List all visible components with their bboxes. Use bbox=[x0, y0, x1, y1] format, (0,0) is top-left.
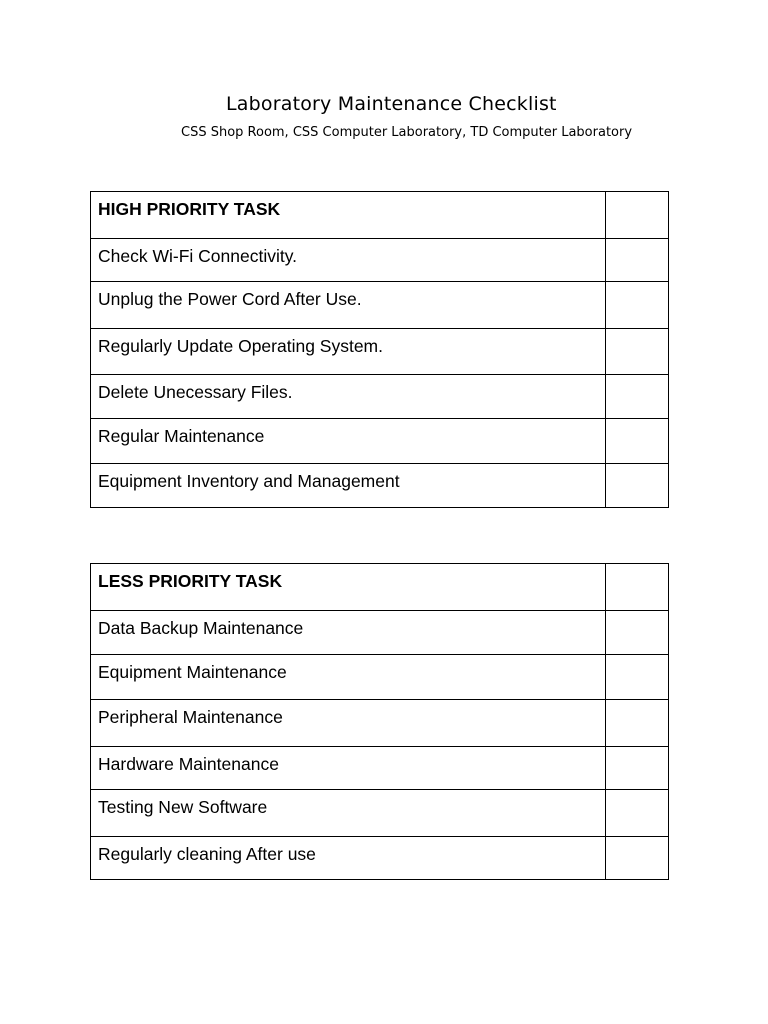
checkbox-cell[interactable] bbox=[606, 700, 669, 747]
table-row bbox=[91, 700, 669, 747]
task-label: Equipment Maintenance bbox=[91, 655, 606, 700]
checkbox-cell[interactable] bbox=[606, 655, 669, 700]
task-label: Regularly Update Operating System. bbox=[91, 329, 606, 375]
checkbox-cell[interactable] bbox=[606, 747, 669, 790]
checkbox-cell[interactable] bbox=[606, 790, 669, 837]
table-header-row bbox=[91, 192, 669, 239]
task-label: Peripheral Maintenance bbox=[91, 700, 606, 747]
table-row bbox=[91, 419, 669, 464]
table-row bbox=[91, 655, 669, 700]
table-row bbox=[91, 282, 669, 329]
task-label: Testing New Software bbox=[91, 790, 606, 837]
less-priority-table bbox=[90, 563, 669, 880]
checkbox-cell[interactable] bbox=[606, 564, 669, 611]
table-row bbox=[91, 329, 669, 375]
checkbox-cell[interactable] bbox=[606, 837, 669, 880]
table-row bbox=[91, 611, 669, 655]
table-row bbox=[91, 790, 669, 837]
document-subtitle: CSS Shop Room, CSS Computer Laboratory, TD Computer Laboratory bbox=[181, 125, 633, 140]
task-label: Delete Unecessary Files. bbox=[91, 375, 606, 419]
high-priority-header: HIGH PRIORITY TASK bbox=[91, 192, 606, 239]
table-row bbox=[91, 239, 669, 282]
checkbox-cell[interactable] bbox=[606, 611, 669, 655]
high-priority-table bbox=[90, 191, 669, 508]
task-label: Unplug the Power Cord After Use. bbox=[91, 282, 606, 329]
table-header-row bbox=[91, 564, 669, 611]
task-label: Check Wi-Fi Connectivity. bbox=[91, 239, 606, 282]
checkbox-cell[interactable] bbox=[606, 192, 669, 239]
table-row bbox=[91, 464, 669, 508]
task-label: Hardware Maintenance bbox=[91, 747, 606, 790]
less-priority-header: LESS PRIORITY TASK bbox=[91, 564, 606, 611]
table-row bbox=[91, 837, 669, 880]
checkbox-cell[interactable] bbox=[606, 419, 669, 464]
checkbox-cell[interactable] bbox=[606, 239, 669, 282]
checkbox-cell[interactable] bbox=[606, 329, 669, 375]
checkbox-cell[interactable] bbox=[606, 375, 669, 419]
checkbox-cell[interactable] bbox=[606, 464, 669, 508]
task-label: Data Backup Maintenance bbox=[91, 611, 606, 655]
task-label: Regular Maintenance bbox=[91, 419, 606, 464]
checkbox-cell[interactable] bbox=[606, 282, 669, 329]
task-label: Regularly cleaning After use bbox=[91, 837, 606, 880]
table-row bbox=[91, 747, 669, 790]
task-label: Equipment Inventory and Management bbox=[91, 464, 606, 508]
document-title: Laboratory Maintenance Checklist bbox=[226, 93, 557, 115]
table-row bbox=[91, 375, 669, 419]
